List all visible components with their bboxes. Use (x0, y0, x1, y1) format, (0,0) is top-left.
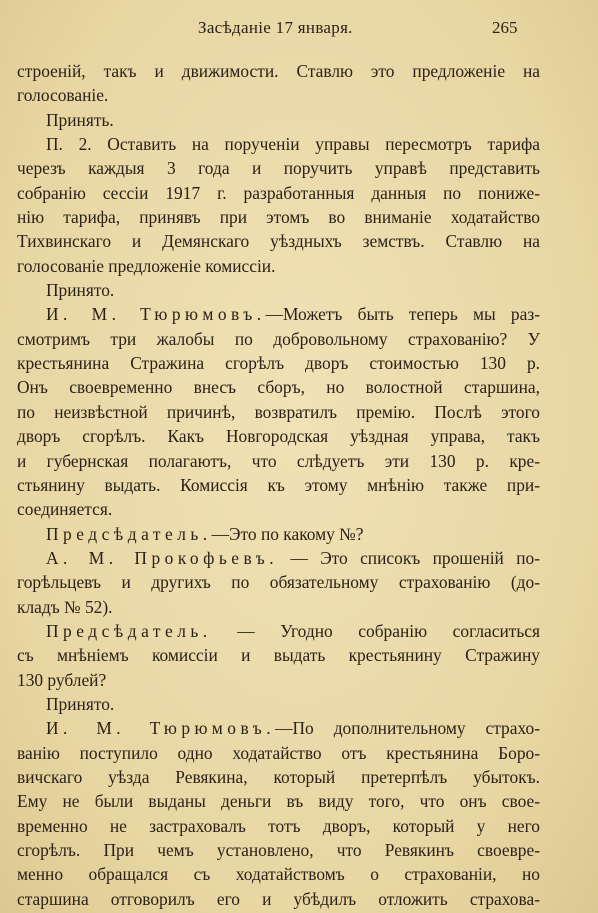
speaker-name: И. М. Тюрюмовъ. (46, 304, 266, 325)
line-text: кладъ № 52). (17, 596, 113, 617)
line-text: стьянину выдать. Комиссія къ этому мнѣнію также при- (17, 474, 540, 495)
line-text: крестьянина Стражина сгорѣлъ дворъ стоимостью 130 р. (17, 353, 540, 374)
text-line (17, 546, 540, 570)
text-line (17, 887, 540, 911)
text-line (17, 497, 540, 521)
text-line (17, 716, 540, 740)
line-text: Тихвинскаго и Демянскаго уѣздныхъ земствъ. Ставлю на (17, 231, 540, 252)
running-head (0, 18, 598, 44)
line-text: — Это списокъ прошеній по- (278, 547, 540, 568)
line-text: вичскаго уѣзда Ревякина, который претерпѣлъ убытокъ. (17, 766, 540, 787)
page-number: 265 (492, 18, 518, 37)
line-text: съ мнѣніемъ комиссіи и выдать крестьянину Стражину (17, 645, 540, 666)
text-line (17, 375, 540, 399)
text-line (17, 302, 540, 326)
text-line (17, 424, 540, 448)
line-text: нію тарифа, принявъ при этомъ во вниманіе ходатайство (17, 207, 540, 228)
running-title: Засѣданіе 17 января. (198, 18, 353, 37)
speaker-name: Предсѣдатель. (46, 620, 212, 641)
text-line (17, 765, 540, 789)
speaker-name: Предсѣдатель. (46, 523, 212, 544)
line-text: Принять. (46, 109, 114, 130)
text-line (17, 229, 540, 253)
text-line (17, 449, 540, 473)
line-text: по неизвѣстной причинѣ, возвратилъ премію. Послѣ этого (17, 401, 540, 422)
line-text: Ему не были выданы деньги въ виду того, что онъ свое- (17, 791, 540, 812)
text-line (17, 278, 540, 302)
text-line (17, 108, 540, 132)
text-line (17, 789, 540, 813)
line-text: —Это по какому №? (211, 523, 364, 544)
line-text: голосованіе. (17, 85, 109, 106)
line-text: —По дополнительному страхо- (275, 718, 540, 739)
line-text: временно не застраховалъ тотъ дворъ, который у него (17, 815, 540, 836)
text-line (17, 473, 540, 497)
line-text: голосованіе предложеніе комиссіи. (17, 255, 276, 276)
line-text: собранію сессіи 1917 г. разработанныя данныя по пониже- (17, 182, 540, 203)
text-line (17, 181, 540, 205)
text-line (17, 570, 540, 594)
body-text (17, 59, 540, 911)
text-line (17, 619, 540, 643)
line-text: Принято. (46, 693, 115, 714)
text-line (17, 83, 540, 107)
text-line (17, 668, 540, 692)
line-text: П. 2. Оставить на порученіи управы пересмотръ тарифа (46, 134, 540, 155)
line-text: — Угодно собранію согласиться (211, 620, 540, 641)
line-text: строеній, такъ и движимости. Ставлю это предложеніе на (17, 61, 540, 81)
line-text: черезъ каждыя 3 года и поручить управѣ представить (17, 158, 540, 179)
line-text: смотримъ три жалобы по добровольному страхованію? У (17, 328, 540, 349)
line-text: Онъ своевременно внесъ сборъ, но волостной старшина, (17, 377, 540, 398)
text-line (17, 522, 540, 546)
text-line (17, 400, 540, 424)
line-text: старшина отговорилъ его и убѣдилъ отложить страхова- (17, 888, 540, 909)
line-text: 130 рублей? (17, 669, 107, 690)
line-text: —Можетъ быть теперь мы раз- (265, 304, 540, 325)
text-line (17, 838, 540, 862)
text-line (17, 254, 540, 278)
text-line (17, 595, 540, 619)
text-line (17, 59, 540, 83)
line-text: соединяется. (17, 499, 113, 520)
text-line (17, 643, 540, 667)
text-line (17, 351, 540, 375)
text-line (17, 862, 540, 886)
text-line (17, 205, 540, 229)
speaker-name: И. М. Тюрюмовъ. (46, 718, 276, 739)
text-line (17, 741, 540, 765)
line-text: горѣльцевъ и другихъ по обязательному страхованію (до- (17, 572, 540, 593)
text-line (17, 692, 540, 716)
line-text: сгорѣлъ. При чемъ установлено, что Ревякинъ своевре- (17, 840, 540, 860)
line-text: дворъ сгорѣлъ. Какъ Новгородская уѣздная управа, такъ (17, 426, 540, 447)
text-line (17, 156, 540, 180)
line-text: Принято. (46, 280, 115, 301)
line-text: и губернская полагаютъ, что слѣдуетъ эти 130 р. кре- (17, 450, 540, 471)
text-line (17, 814, 540, 838)
line-text: менно обращался съ ходатайствомъ о страхованіи, но (17, 864, 540, 885)
line-text: ванію поступило одно ходатайство отъ крестьянина Боро- (17, 742, 540, 763)
text-line (17, 327, 540, 351)
speaker-name: А. М. Прокофьевъ. (46, 547, 279, 568)
text-line (17, 132, 540, 156)
